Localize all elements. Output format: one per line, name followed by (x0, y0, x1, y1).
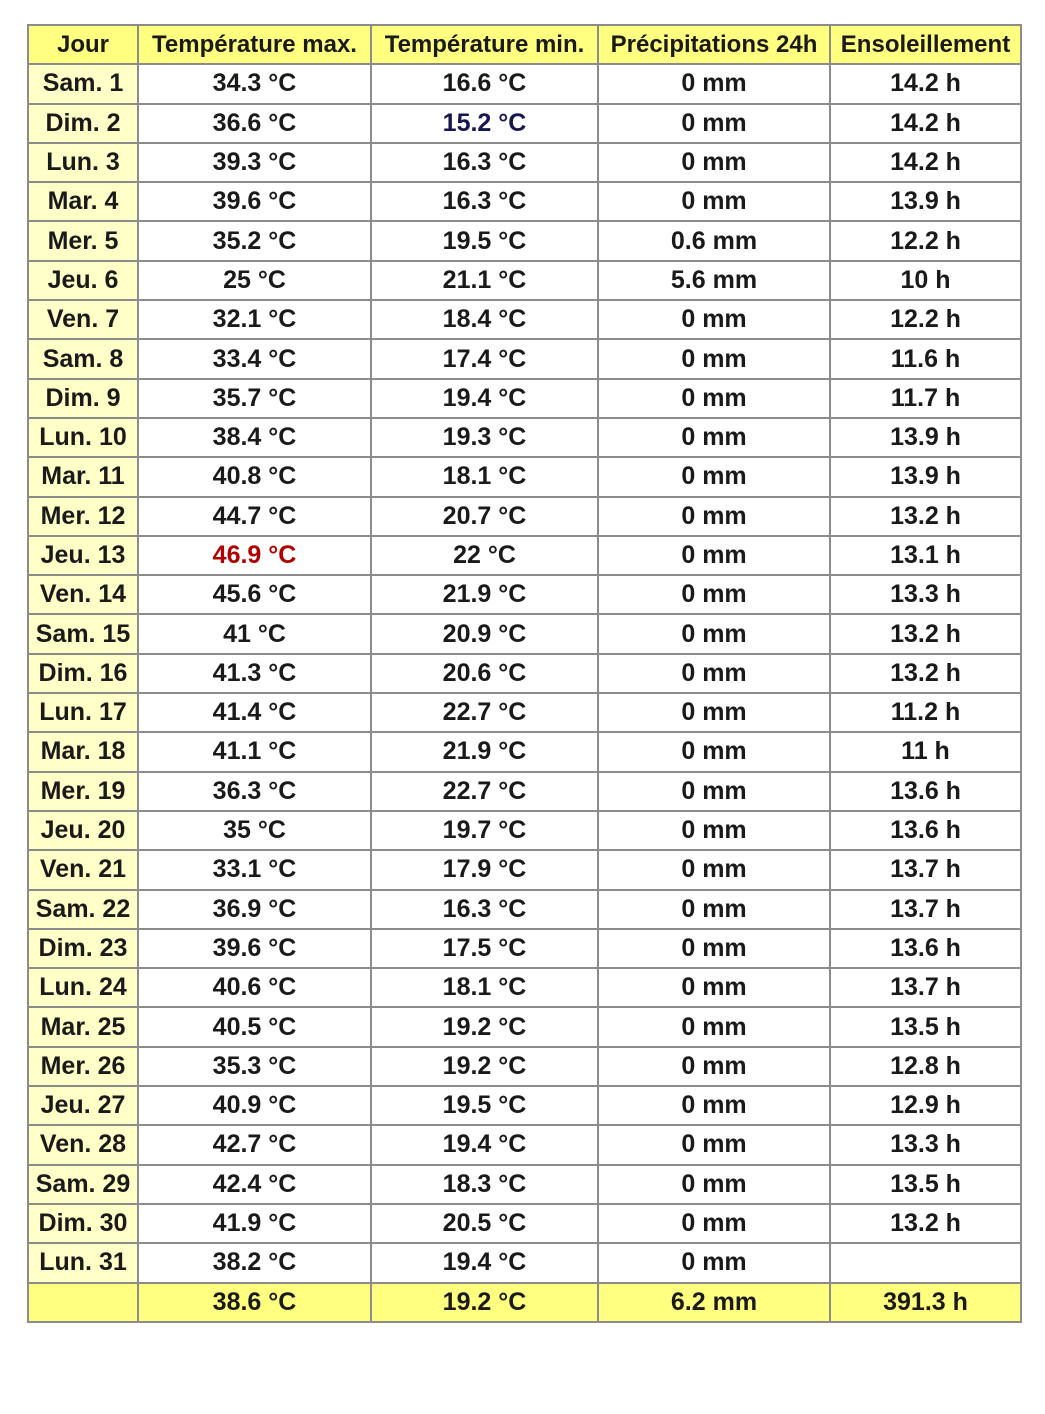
cell-precipitation: 0 mm (598, 497, 830, 536)
cell-sunshine: 10 h (830, 261, 1021, 300)
cell-sunshine: 13.7 h (830, 968, 1021, 1007)
table-row (28, 929, 1021, 968)
cell-sunshine: 14.2 h (830, 143, 1021, 182)
cell-temp-max: 40.5 °C (138, 1007, 371, 1046)
cell-temp-min: 20.6 °C (371, 654, 598, 693)
cell-precipitation: 0 mm (598, 457, 830, 496)
cell-precipitation: 0 mm (598, 536, 830, 575)
cell-temp-min: 17.4 °C (371, 339, 598, 378)
cell-sunshine: 14.2 h (830, 64, 1021, 103)
cell-sunshine: 13.7 h (830, 890, 1021, 929)
cell-precipitation: 0 mm (598, 1165, 830, 1204)
table-row (28, 104, 1021, 143)
cell-temp-max: 38.4 °C (138, 418, 371, 457)
table-body (28, 64, 1021, 1282)
cell-temp-max: 41.1 °C (138, 732, 371, 771)
cell-sunshine: 12.2 h (830, 221, 1021, 260)
cell-day: Sam. 22 (28, 890, 138, 929)
cell-day: Sam. 8 (28, 339, 138, 378)
cell-temp-max: 39.3 °C (138, 143, 371, 182)
table-row (28, 497, 1021, 536)
cell-temp-min: 16.6 °C (371, 64, 598, 103)
cell-day: Dim. 9 (28, 379, 138, 418)
cell-sunshine: 12.8 h (830, 1047, 1021, 1086)
cell-sunshine: 13.3 h (830, 575, 1021, 614)
cell-precipitation: 0 mm (598, 1204, 830, 1243)
cell-day: Sam. 29 (28, 1165, 138, 1204)
cell-temp-min: 16.3 °C (371, 143, 598, 182)
cell-day: Sam. 15 (28, 614, 138, 653)
cell-precipitation: 0 mm (598, 1086, 830, 1125)
cell-temp-max: 40.9 °C (138, 1086, 371, 1125)
cell-day: Mar. 25 (28, 1007, 138, 1046)
cell-day: Dim. 30 (28, 1204, 138, 1243)
cell-temp-max: 34.3 °C (138, 64, 371, 103)
cell-temp-min: 16.3 °C (371, 182, 598, 221)
cell-temp-max: 36.3 °C (138, 772, 371, 811)
cell-sunshine: 13.1 h (830, 536, 1021, 575)
cell-temp-max: 35.3 °C (138, 1047, 371, 1086)
cell-day: Sam. 1 (28, 64, 138, 103)
cell-sunshine: 13.3 h (830, 1125, 1021, 1164)
cell-temp-max: 39.6 °C (138, 182, 371, 221)
cell-sunshine: 14.2 h (830, 104, 1021, 143)
cell-day: Lun. 17 (28, 693, 138, 732)
table-row (28, 221, 1021, 260)
header-temp-min: Température min. (371, 25, 598, 64)
table-row (28, 143, 1021, 182)
header-precipitation: Précipitations 24h (598, 25, 830, 64)
cell-temp-min: 16.3 °C (371, 890, 598, 929)
cell-day: Jeu. 20 (28, 811, 138, 850)
cell-precipitation: 0 mm (598, 1125, 830, 1164)
cell-sunshine: 13.9 h (830, 418, 1021, 457)
cell-temp-max: 41 °C (138, 614, 371, 653)
cell-sunshine: 13.9 h (830, 457, 1021, 496)
cell-temp-max: 42.4 °C (138, 1165, 371, 1204)
table-row (28, 811, 1021, 850)
cell-temp-min: 18.1 °C (371, 457, 598, 496)
table-row (28, 418, 1021, 457)
cell-sunshine: 13.9 h (830, 182, 1021, 221)
cell-precipitation: 0 mm (598, 1243, 830, 1282)
cell-temp-max: 41.3 °C (138, 654, 371, 693)
table-row (28, 654, 1021, 693)
cell-sunshine: 13.2 h (830, 614, 1021, 653)
table-row (28, 536, 1021, 575)
table-row (28, 457, 1021, 496)
cell-precipitation: 0 mm (598, 693, 830, 732)
cell-sunshine: 11.6 h (830, 339, 1021, 378)
cell-day: Mer. 26 (28, 1047, 138, 1086)
cell-sunshine: 13.7 h (830, 850, 1021, 889)
total-temp-min: 19.2 °C (371, 1283, 598, 1322)
table-row (28, 614, 1021, 653)
cell-day: Dim. 23 (28, 929, 138, 968)
cell-precipitation: 0 mm (598, 968, 830, 1007)
cell-temp-max: 36.6 °C (138, 104, 371, 143)
cell-temp-min: 19.2 °C (371, 1007, 598, 1046)
cell-sunshine: 13.2 h (830, 497, 1021, 536)
cell-temp-min: 19.3 °C (371, 418, 598, 457)
cell-day: Mer. 19 (28, 772, 138, 811)
cell-sunshine: 11.7 h (830, 379, 1021, 418)
cell-sunshine: 13.6 h (830, 929, 1021, 968)
weather-table (27, 24, 1022, 1323)
cell-day: Mar. 11 (28, 457, 138, 496)
cell-temp-min: 22.7 °C (371, 772, 598, 811)
cell-temp-max: 42.7 °C (138, 1125, 371, 1164)
cell-sunshine: 13.2 h (830, 654, 1021, 693)
cell-precipitation: 0 mm (598, 654, 830, 693)
cell-temp-max: 38.2 °C (138, 1243, 371, 1282)
cell-precipitation: 0 mm (598, 1007, 830, 1046)
cell-temp-min: 17.9 °C (371, 850, 598, 889)
cell-day: Lun. 31 (28, 1243, 138, 1282)
cell-day: Dim. 16 (28, 654, 138, 693)
cell-sunshine: 13.2 h (830, 1204, 1021, 1243)
table-row (28, 1125, 1021, 1164)
table-row (28, 182, 1021, 221)
cell-temp-min: 19.5 °C (371, 221, 598, 260)
cell-temp-min: 21.9 °C (371, 732, 598, 771)
cell-temp-max: 41.4 °C (138, 693, 371, 732)
cell-precipitation: 0 mm (598, 732, 830, 771)
cell-precipitation: 0 mm (598, 811, 830, 850)
cell-sunshine (830, 1243, 1021, 1282)
cell-day: Mar. 18 (28, 732, 138, 771)
table-row (28, 1007, 1021, 1046)
table-row (28, 732, 1021, 771)
cell-day: Ven. 21 (28, 850, 138, 889)
cell-day: Lun. 24 (28, 968, 138, 1007)
cell-temp-max: 35.7 °C (138, 379, 371, 418)
cell-temp-min: 19.4 °C (371, 1125, 598, 1164)
cell-precipitation: 0 mm (598, 379, 830, 418)
cell-precipitation: 0 mm (598, 339, 830, 378)
header-row (28, 25, 1021, 64)
cell-temp-max: 25 °C (138, 261, 371, 300)
cell-day: Ven. 7 (28, 300, 138, 339)
table-row (28, 693, 1021, 732)
table-row (28, 1047, 1021, 1086)
cell-temp-max: 39.6 °C (138, 929, 371, 968)
cell-precipitation: 0 mm (598, 929, 830, 968)
table-row (28, 772, 1021, 811)
cell-precipitation: 5.6 mm (598, 261, 830, 300)
table-row (28, 64, 1021, 103)
cell-day: Jeu. 13 (28, 536, 138, 575)
total-temp-max: 38.6 °C (138, 1283, 371, 1322)
cell-temp-min: 18.3 °C (371, 1165, 598, 1204)
cell-precipitation: 0 mm (598, 575, 830, 614)
cell-day: Jeu. 27 (28, 1086, 138, 1125)
cell-sunshine: 13.5 h (830, 1007, 1021, 1046)
cell-day: Mer. 12 (28, 497, 138, 536)
cell-precipitation: 0 mm (598, 1047, 830, 1086)
table-row (28, 1086, 1021, 1125)
totals-row (28, 1283, 1021, 1322)
cell-temp-max: 41.9 °C (138, 1204, 371, 1243)
cell-temp-max: 36.9 °C (138, 890, 371, 929)
cell-sunshine: 12.9 h (830, 1086, 1021, 1125)
cell-temp-min: 15.2 °C (371, 104, 598, 143)
cell-temp-min: 20.5 °C (371, 1204, 598, 1243)
cell-temp-max: 40.6 °C (138, 968, 371, 1007)
cell-temp-min: 22.7 °C (371, 693, 598, 732)
cell-temp-max: 46.9 °C (138, 536, 371, 575)
cell-precipitation: 0 mm (598, 64, 830, 103)
table-row (28, 339, 1021, 378)
cell-sunshine: 13.6 h (830, 772, 1021, 811)
cell-sunshine: 13.5 h (830, 1165, 1021, 1204)
cell-precipitation: 0 mm (598, 772, 830, 811)
cell-temp-min: 17.5 °C (371, 929, 598, 968)
table-row (28, 1204, 1021, 1243)
cell-temp-max: 44.7 °C (138, 497, 371, 536)
cell-sunshine: 11 h (830, 732, 1021, 771)
cell-temp-min: 21.9 °C (371, 575, 598, 614)
cell-temp-max: 35.2 °C (138, 221, 371, 260)
cell-day: Mar. 4 (28, 182, 138, 221)
cell-temp-min: 19.5 °C (371, 1086, 598, 1125)
cell-day: Lun. 10 (28, 418, 138, 457)
cell-temp-min: 19.4 °C (371, 1243, 598, 1282)
cell-temp-max: 33.4 °C (138, 339, 371, 378)
table-row (28, 850, 1021, 889)
table-row (28, 890, 1021, 929)
cell-precipitation: 0 mm (598, 300, 830, 339)
cell-temp-max: 32.1 °C (138, 300, 371, 339)
cell-temp-min: 20.7 °C (371, 497, 598, 536)
cell-sunshine: 13.6 h (830, 811, 1021, 850)
cell-precipitation: 0 mm (598, 850, 830, 889)
cell-temp-max: 35 °C (138, 811, 371, 850)
header-temp-max: Température max. (138, 25, 371, 64)
table-row (28, 1165, 1021, 1204)
cell-temp-min: 22 °C (371, 536, 598, 575)
cell-precipitation: 0 mm (598, 182, 830, 221)
cell-day: Dim. 2 (28, 104, 138, 143)
cell-precipitation: 0 mm (598, 614, 830, 653)
cell-day: Lun. 3 (28, 143, 138, 182)
table-row (28, 379, 1021, 418)
header-sunshine: Ensoleillement (830, 25, 1021, 64)
table-row (28, 300, 1021, 339)
cell-day: Ven. 14 (28, 575, 138, 614)
total-precipitation: 6.2 mm (598, 1283, 830, 1322)
cell-precipitation: 0 mm (598, 143, 830, 182)
total-sunshine: 391.3 h (830, 1283, 1021, 1322)
cell-temp-max: 40.8 °C (138, 457, 371, 496)
cell-temp-min: 20.9 °C (371, 614, 598, 653)
cell-temp-max: 45.6 °C (138, 575, 371, 614)
cell-sunshine: 12.2 h (830, 300, 1021, 339)
cell-temp-min: 18.1 °C (371, 968, 598, 1007)
table-row (28, 261, 1021, 300)
cell-precipitation: 0 mm (598, 890, 830, 929)
table-row (28, 575, 1021, 614)
cell-precipitation: 0 mm (598, 418, 830, 457)
cell-sunshine: 11.2 h (830, 693, 1021, 732)
table-row (28, 968, 1021, 1007)
cell-precipitation: 0.6 mm (598, 221, 830, 260)
cell-precipitation: 0 mm (598, 104, 830, 143)
cell-temp-min: 18.4 °C (371, 300, 598, 339)
total-day (28, 1283, 138, 1322)
cell-temp-min: 19.2 °C (371, 1047, 598, 1086)
cell-day: Jeu. 6 (28, 261, 138, 300)
cell-temp-min: 19.7 °C (371, 811, 598, 850)
table-row (28, 1243, 1021, 1282)
cell-day: Ven. 28 (28, 1125, 138, 1164)
cell-temp-min: 19.4 °C (371, 379, 598, 418)
header-day: Jour (28, 25, 138, 64)
cell-day: Mer. 5 (28, 221, 138, 260)
cell-temp-min: 21.1 °C (371, 261, 598, 300)
cell-temp-max: 33.1 °C (138, 850, 371, 889)
